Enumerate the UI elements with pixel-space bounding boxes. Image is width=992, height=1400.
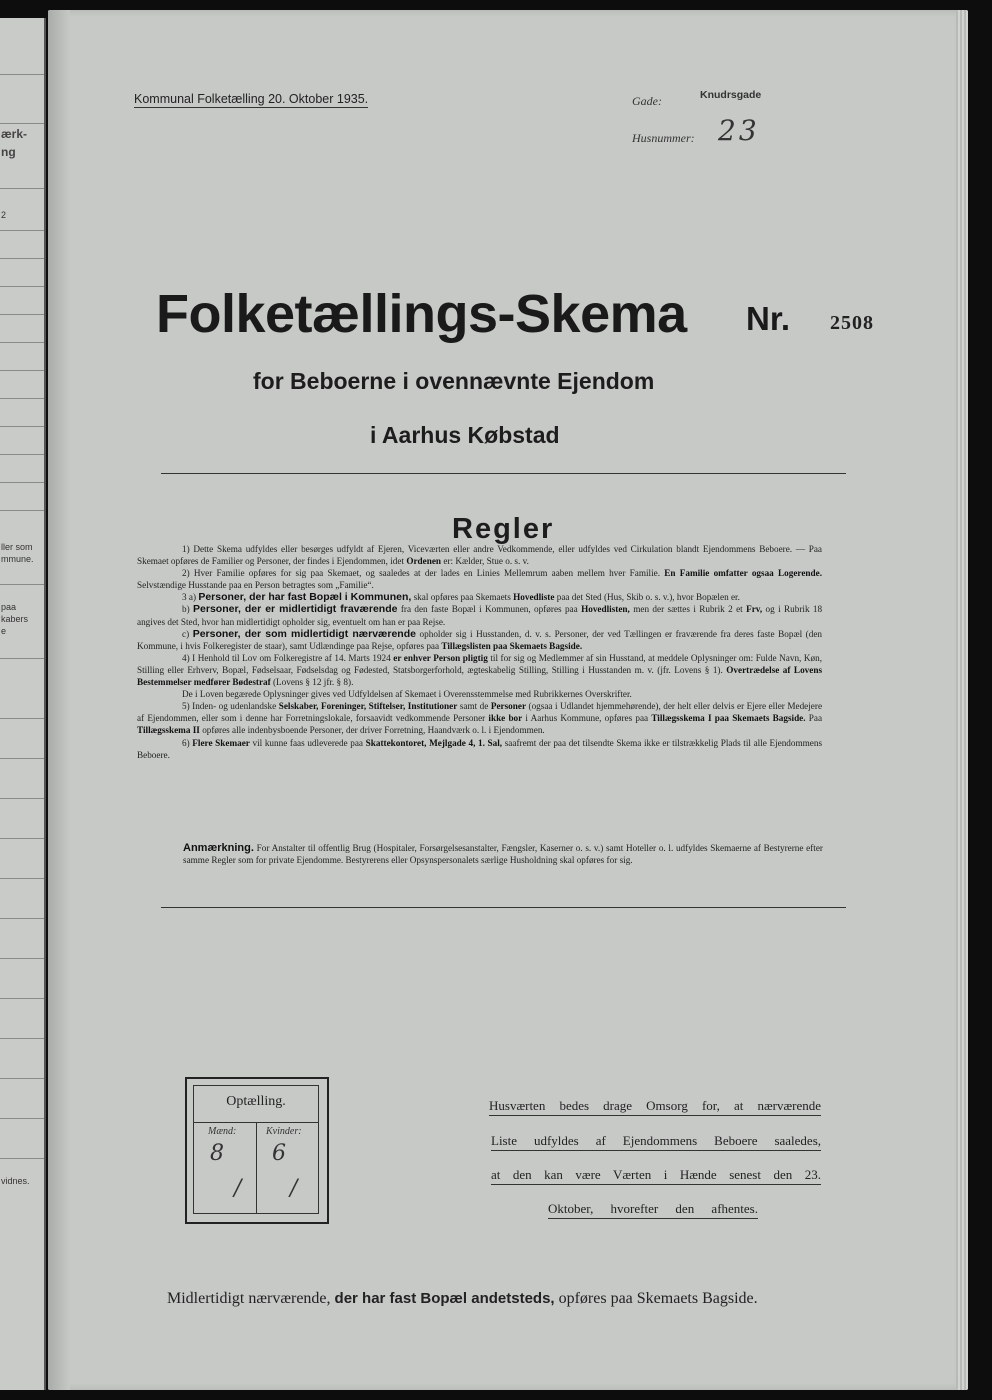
count-box (185, 1077, 329, 1224)
rules-body (137, 543, 822, 761)
notice-line-3: at den kan være Værten i Hænde senest den 23. (491, 1167, 821, 1185)
left-fragment: vidnes. (1, 1176, 30, 1186)
notice-line-1: Husværten bedes drage Omsorg for, at nærværende (489, 1098, 821, 1116)
rule-4: 4) I Henhold til Lov om Folkeregistre af 14. Marts 1924 er enhver Person pligtig til for sig og Medlemmer af sin Husstand, at meddele Oplysninger om: Fulde Navn, Køn, Stilling eller Erhverv, Bopæl, Fødselsaar, Fødselsdag og Fødested, Statsborgerforhold, ægteskabelig Stilling, Stilling i Husstanden m. v. (jfr. Lovens § 1). Overtrædelse af Lovens Bestemmelser medfører Bødestraf (Lovens § 12 jfr. § 8). (137, 652, 823, 688)
note-text: For Anstalter til offentlig Brug (Hospitaler, Forsørgelsesanstalter, Fængsler, Kaserner o. s. v.) samt Hoteller o. l. udfyldes Skemaerne af Bestyrerne efter samme Regler som for private Ejendomme. Bestyrerens eller Opsynspersonalets særlige Husholdning skal opføres for sig. (183, 843, 823, 866)
form-municipality: i Aarhus Købstad (370, 422, 560, 448)
count-divider (256, 1122, 257, 1213)
count-title: Optælling. (226, 1094, 286, 1109)
house-number-label: Husnummer: (632, 131, 695, 145)
men-count-handwritten: 8 (210, 1141, 224, 1166)
form-title: Folketællings-Skema (156, 284, 687, 344)
rule-5: 5) Inden- og udenlandske Selskaber, Foreninger, Stiftelser, Institutioner samt de Personer (ogsaa i Udlandet hjemmehørende), der helt eller delvis er Ejere eller Medejere af Ejendommen, eller som i denne har Forretningslokale, forsaavidt vedkommende Personer ikke bor i Aarhus Kommune, opføres paa Tillægsskema I paa Skemaets Bagside. Paa Tillægsskema II opføres alle indenbysboende Personer, der driver Forretning, Haandværk o. l. i Ejendommen. (137, 701, 823, 736)
form-subtitle: for Beboerne i ovennævnte Ejendom (253, 368, 655, 394)
left-fragment: 2 (1, 210, 7, 220)
left-fragment: e (1, 626, 7, 636)
count-box-inner (193, 1085, 319, 1214)
house-number-handwritten: 23 (718, 114, 760, 147)
left-fragment: mmune. (1, 554, 34, 564)
divider-line (161, 473, 846, 474)
form-number-stamp: 2508 (830, 312, 874, 334)
rule-1: 1) Dette Skema udfyldes eller besørges udfyldt af Ejeren, Viceværten eller andre Vedkommende, eller udfyldes ved Cirkulation blandt Ejendommens Beboere. — Paa Skemaet opføres de Familier og Personer, der findes i Ejendommen, idet Ordenen er: Kælder, Stue o. s. v. (137, 544, 822, 567)
men-label: Mænd: (208, 1126, 237, 1137)
left-fragment: paa (1, 602, 17, 612)
divider-line (161, 907, 846, 908)
rule-3c: c) Personer, der som midlertidigt nærværende opholder sig i Husstanden, d. v. s. Personer, der ved Tællingen er fraværende fra deres faste Bopæl (den Kommune, i hvis Folkeregister de staar), samt Udlændinge paa Rejse, opføres paa Tillægslisten paa Skemaets Bagside. (137, 627, 823, 651)
census-date-label: Kommunal Folketælling 20. Oktober 1935. (134, 92, 369, 106)
women-label: Kvinder: (266, 1126, 302, 1137)
left-fragment: ng (1, 145, 16, 159)
footer-instruction: Midlertidigt nærværende, der har fast Bopæl andetsteds, opføres paa Skemaets Bagside. (167, 1290, 758, 1307)
rules-heading: Regler (452, 513, 555, 545)
street-label: Gade: (632, 94, 662, 108)
rule-2: 2) Hver Familie opføres for sig paa Skemaet, og saaledes at der lades en Linies Mellemrum aaben mellem hver Familie. En Familie omfatter ogsaa Logerende. Selvstændige Husstande paa en Person betragtes som „Familie“. (137, 568, 822, 591)
women-count-handwritten: 6 (272, 1141, 286, 1166)
page-stack-edge (956, 10, 968, 1390)
left-fragment: ller som (1, 542, 33, 552)
rule-6: 6) Flere Skemaer vil kunne faas udleverede paa Skattekontoret, Mejlgade 4, 1. Sal, saafremt der paa det tilsendte Skema ikke er tilstrækkelig Plads til alle Ejendommens Beboere. (137, 737, 823, 760)
men-check-mark: / (234, 1176, 242, 1201)
note-label: Anmærkning. (183, 842, 254, 854)
women-check-mark: / (290, 1176, 298, 1201)
rule-3a: 3 a) Personer, der har fast Bopæl i Kommunen, skal opføres paa Skemaets Hovedliste paa det Sted (Hus, Skib o. s. v.), hvor Bopælen er. (182, 591, 740, 604)
street-stamp: Knudrsgade (700, 89, 762, 101)
left-fragment: kabers (1, 614, 29, 624)
note-block (183, 842, 823, 866)
rule-3b: b) Personer, der er midlertidigt fraværende fra den faste Bopæl i Kommunen, opføres paa Hovedlisten, men der sættes i Rubrik 2 et Frv, og i Rubrik 18 angives det Sted, hvor han midlertidigt opholder sig, eventuelt om han er paa Rejse. (137, 603, 823, 627)
form-number-label: Nr. (746, 300, 791, 337)
notice-line-2: Liste udfyldes af Ejendommens Beboere saaledes, (491, 1133, 821, 1151)
left-page-edge (0, 18, 46, 1390)
notice-line-4: Oktober, hvorefter den afhentes. (548, 1201, 758, 1219)
left-fragment: ærk- (1, 127, 28, 141)
rule-4b: De i Loven begærede Oplysninger gives ved Udfyldelsen af Skemaet i Overensstemmelse med Rubrikkernes Overskrifter. (182, 689, 632, 700)
page-spine-shadow (48, 10, 70, 1390)
